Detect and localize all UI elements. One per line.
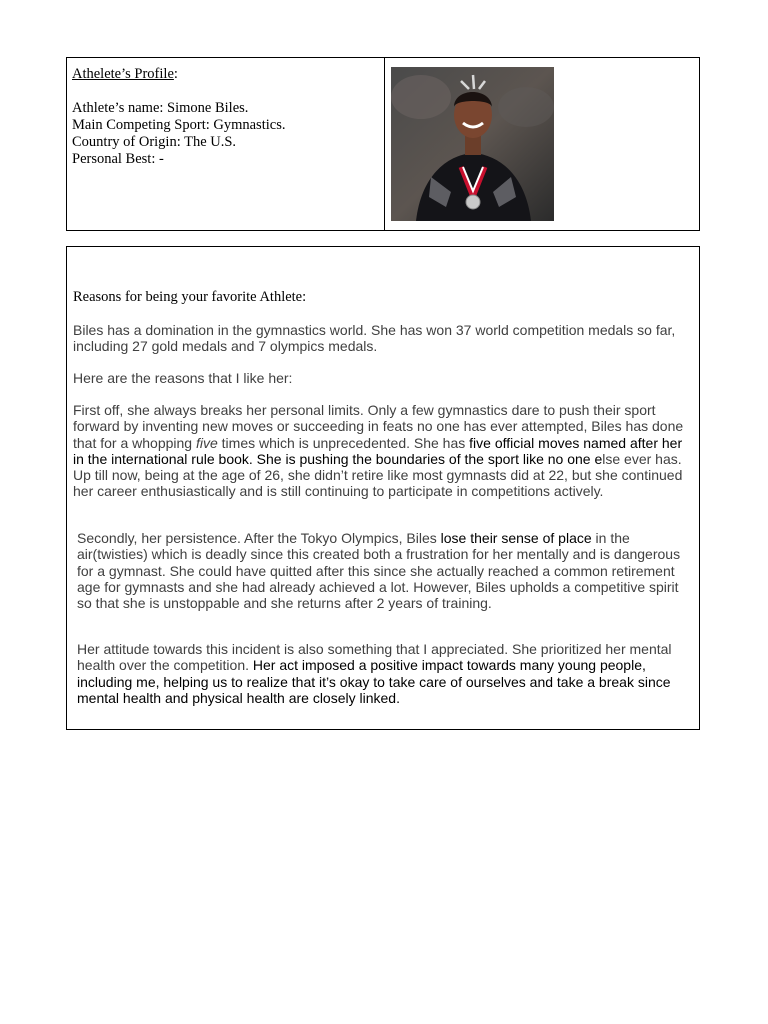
paragraph-limits-part-2: times which is unprecedented. She has [217, 434, 470, 451]
paragraph-limits-part-3: lse ever has. Up till now, being at the age of 26, she didn’t retire like most gymnasts did at 22, but she continued her career enthusiastically and is still continuing to participate in competitions actively. [73, 450, 683, 500]
main-sport: Main Competing Sport: Gymnastics. [72, 117, 286, 133]
profile-divider [384, 58, 385, 230]
paragraph-attitude-part-1: Her attitude towards this incident is also something that I appreciated. She prioritized her mental health over the competition. [77, 641, 672, 674]
paragraph-attitude-highlight: Her act imposed a positive impact towards many young people, including me, helping us to realize that it’s okay to take care of ourselves and take a break since mental health and physical health are closely linked. [77, 657, 671, 706]
athlete-photo [391, 67, 554, 221]
paragraph-medals: Biles has a domination in the gymnastics world. She has won 37 world competition medals so far, including 27 gold medals and 7 olympics medals. [73, 322, 676, 355]
athlete-name: Athlete’s name: Simone Biles. [72, 100, 249, 116]
paragraph-persistence-part-1: Secondly, her persistence. After the Tokyo Olympics, Biles [77, 530, 441, 546]
paragraph-persistence-part-2: in the air(twisties) which is deadly since this created both a frustration for her mentally and is dangerous for a gymnast. She could have quitted after this since she actually reached a common retirement age for gymnasts and she had already achieved a lot. However, Biles upholds a competitive spirit so that she is unstoppable and she returns after 2 years of training. [77, 530, 681, 612]
paragraph-limits [73, 402, 695, 500]
paragraph-intro: Here are the reasons that I like her: [73, 370, 293, 386]
profile-box [66, 57, 700, 231]
paragraph-attitude [77, 641, 693, 706]
profile-heading-colon: : [173, 66, 178, 82]
emphasis-five: five [195, 434, 218, 451]
paragraph-limits-part-1: First off, she always breaks her personal limits. Only a few gymnastics dare to push their sport forward by inventing new moves or succeeding in feats no one has ever attempted, Biles has done that for a whopping [73, 402, 684, 451]
paragraph-persistence-highlight: lose their sense of place [440, 530, 592, 546]
reasons-heading: Reasons for being your favorite Athlete: [73, 289, 307, 305]
athlete-photo-illustration [391, 67, 554, 221]
paragraph-persistence [77, 530, 693, 611]
personal-best: Personal Best: - [72, 151, 164, 167]
profile-heading: Athelete’s Profile [72, 66, 174, 82]
paragraph-limits-highlight: five official moves named after her in the international rule book. She is pushing the boundaries of the sport like no one e [73, 434, 683, 467]
reasons-box [66, 246, 700, 730]
country-of-origin: Country of Origin: The U.S. [72, 134, 237, 150]
profile-details [72, 66, 372, 168]
